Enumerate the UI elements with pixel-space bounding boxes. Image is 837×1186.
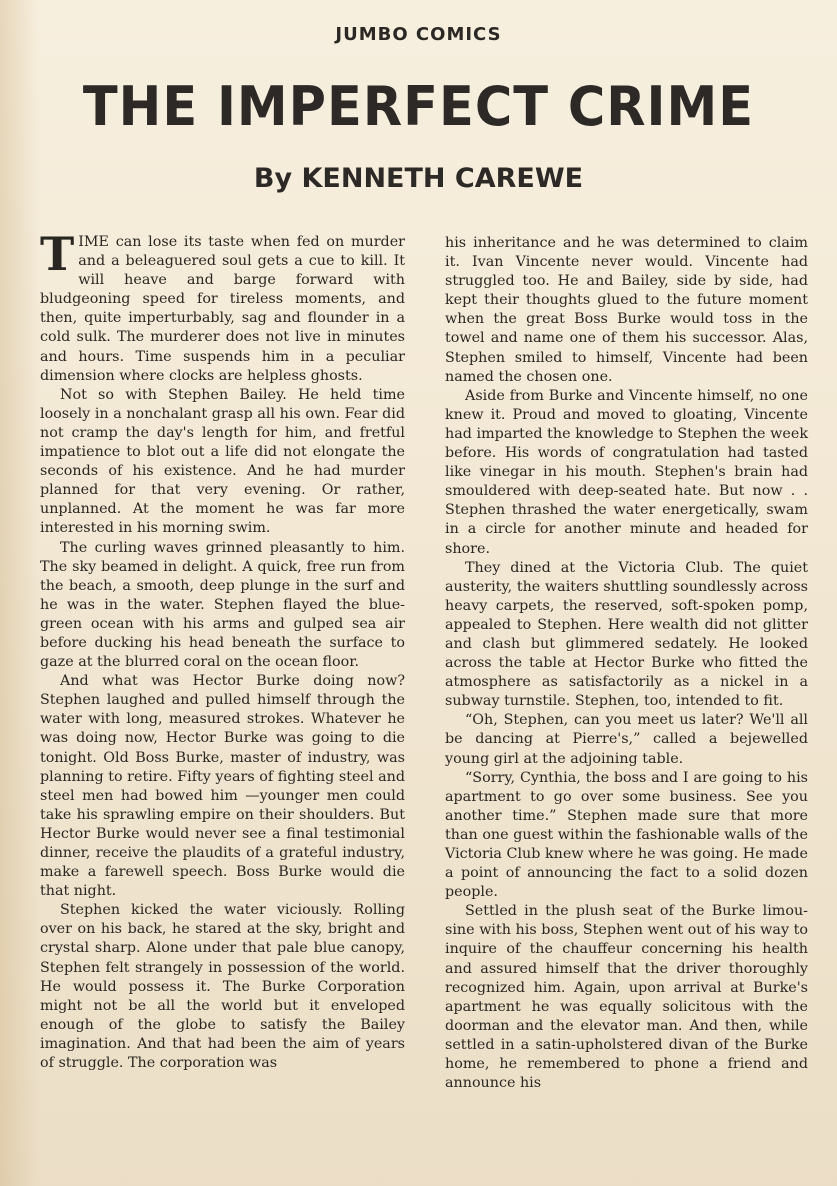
story-byline: By KENNETH CAREWE bbox=[253, 163, 584, 194]
paragraph: TIME can lose its taste when fed on murder and a beleaguered soul gets a cue to kill. It will heave and barge forward with bludgeoning speed for tireless moments, and then, quite imperturbably, sag and flounder in a cold sulk. The murderer does not live in minutes and hours. Time suspends him in a peculiar dimension where clocks are helpless ghosts. bbox=[40, 227, 405, 384]
drop-cap: T bbox=[40, 227, 75, 281]
paragraph: And what was Hector Burke doing now? Stephen laughed and pulled himself through the water with long, measured strokes. Whatever he was doing now, Hector Burke was going to die tonight. Old Boss Burke, master of industry, was planning to retire. Fifty years of fighting steel and steel men had bowed him —younger men could take his sprawling empire on their shoulders. But Hector Burke would never see a final testimonial dinner, receive the plaudits of a grateful industry, make a farewell speech. Boss Burke would die that night. bbox=[40, 673, 405, 900]
paragraph: his inheritance and he was determined to claim it. Ivan Vincente never would. Vincente had struggled too. He and Bailey, side by side, had kept their thoughts glued to the future moment when the great Boss Burke would toss in the towel and name one of them his successor. Alas, Stephen smiled to himself, Vincente had been named the chosen one. bbox=[445, 235, 808, 385]
left-column bbox=[40, 227, 405, 1073]
right-column bbox=[445, 234, 808, 1093]
paragraph: Aside from Burke and Vincente himself, no one knew it. Proud and moved to gloating, Vincente had imparted the knowledge to Stephen the week before. His words of congratulation had tasted like vinegar in his mouth. Stephen's brain had smouldered with deep-seated hate. But now . . Stephen thrashed the water energetically, swam in a circle for another minute and headed for shore. bbox=[445, 387, 808, 557]
paragraph: “Sorry, Cynthia, the boss and I are going to his apartment to go over some business. See you another time.” Stephen made sure that more than one guest within the fashionable walls of the Victoria Club knew where he was going. He made a point of announcing the fact to a solid dozen people. bbox=[445, 769, 808, 901]
paragraph: Not so with Stephen Bailey. He held time loosely in a nonchalant grasp all his own. Fear did not cramp the day's length for him, and fretful impatience to blot out a life did not elongate the seconds of his existence. And he had murder planned for that very evening. Or rather, unplanned. At the moment he was far more interested in his morning swim. bbox=[40, 386, 405, 537]
story-title: THE IMPERFECT CRIME bbox=[82, 76, 755, 139]
paragraph: Settled in the plush seat of the Burke limousine with his boss, Stephen went out of his way to inquire of the chauffeur concerning his health and assured himself that the driver thoroughly recognized him. Again, upon arrival at Burke's apartment he was equally solicitous with the doorman and the elevator man. And then, while settled in a satin-upholstered divan of the Burke home, he remembered to phone a friend and announce his bbox=[445, 903, 808, 1092]
paragraph: They dined at the Victoria Club. The quiet austerity, the waiters shuttling soundlessly across heavy carpets, the reserved, soft-spoken pomp, appealed to Stephen. Here wealth did not glitter and clash but glimmered sedately. He looked across the table at Hector Burke who fitted the atmosphere as satisfactorily as a nickel in a subway turnstile. Stephen, too, intended to fit. bbox=[445, 559, 808, 710]
paragraph: Stephen kicked the water viciously. Rolling over on his back, he stared at the sky, bright and crystal sharp. Alone under that pale blue canopy, Stephen felt strangely in possession of the world. He would possess it. The Burke Corporation might not be all the world but it enveloped enough of the globe to satisfy the Bailey imagination. And that had been the aim of years of struggle. The corporation was bbox=[40, 902, 405, 1072]
running-head: JUMBO COMICS bbox=[335, 24, 502, 45]
paragraph: The curling waves grinned pleasantly to him. The sky beamed in delight. A quick, free run from the beach, a smooth, deep plunge in the surf and he was in the water. Stephen flayed the blue-green ocean with his arms and gulped sea air before ducking his head beneath the surface to gaze at the blurred coral on the ocean floor. bbox=[40, 539, 405, 671]
paragraph: “Oh, Stephen, can you meet us later? We'll all be dancing at Pierre's,” called a bejewelled young girl at the adjoining table. bbox=[445, 712, 808, 767]
